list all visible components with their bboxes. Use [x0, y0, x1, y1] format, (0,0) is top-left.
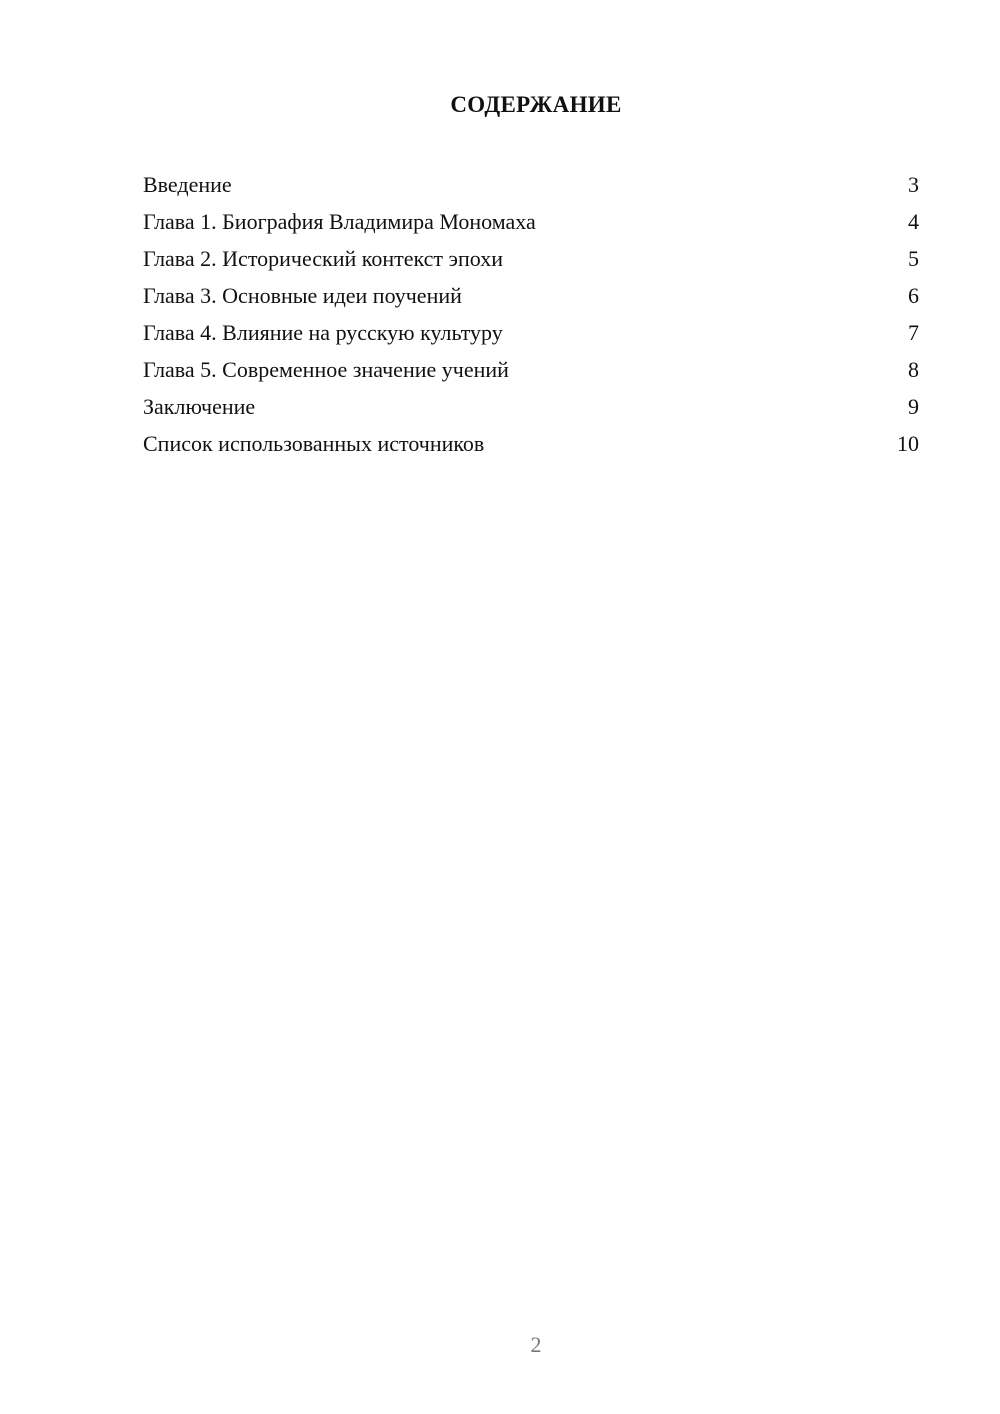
toc-entry — [143, 353, 919, 390]
toc-entry-label: Глава 4. Влияние на русскую культуру — [143, 320, 503, 345]
page-number: 2 — [530, 1332, 542, 1357]
toc-entry-label: Заключение — [143, 394, 256, 419]
toc-entry — [143, 427, 919, 464]
page-title: СОДЕРЖАНИЕ — [450, 92, 622, 117]
toc-entry-page: 8 — [908, 357, 919, 382]
toc-entry-label: Глава 3. Основные идеи поучений — [143, 283, 462, 308]
toc-entry-page: 7 — [908, 320, 919, 345]
toc-entry-page: 9 — [908, 394, 919, 419]
toc-entry — [143, 242, 919, 279]
toc-entry-label: Глава 5. Современное значение учений — [143, 357, 509, 382]
toc-entry — [143, 390, 919, 427]
toc-entry-label: Глава 2. Исторический контекст эпохи — [143, 246, 503, 271]
toc-entry-label: Глава 1. Биография Владимира Мономаха — [143, 209, 536, 234]
toc-entry-label: Список использованных источников — [143, 431, 485, 456]
toc-entry-page: 4 — [908, 209, 919, 234]
toc-entry-page: 10 — [897, 431, 919, 456]
toc-entry — [143, 279, 919, 316]
toc-entry — [143, 168, 919, 205]
toc-entry-page: 6 — [908, 283, 919, 308]
toc-entry-page: 5 — [908, 246, 919, 271]
toc-entry-page: 3 — [908, 172, 919, 197]
toc-entry — [143, 205, 919, 242]
toc-entry — [143, 316, 919, 353]
table-of-contents — [143, 168, 919, 464]
toc-entry-label: Введение — [143, 172, 232, 197]
